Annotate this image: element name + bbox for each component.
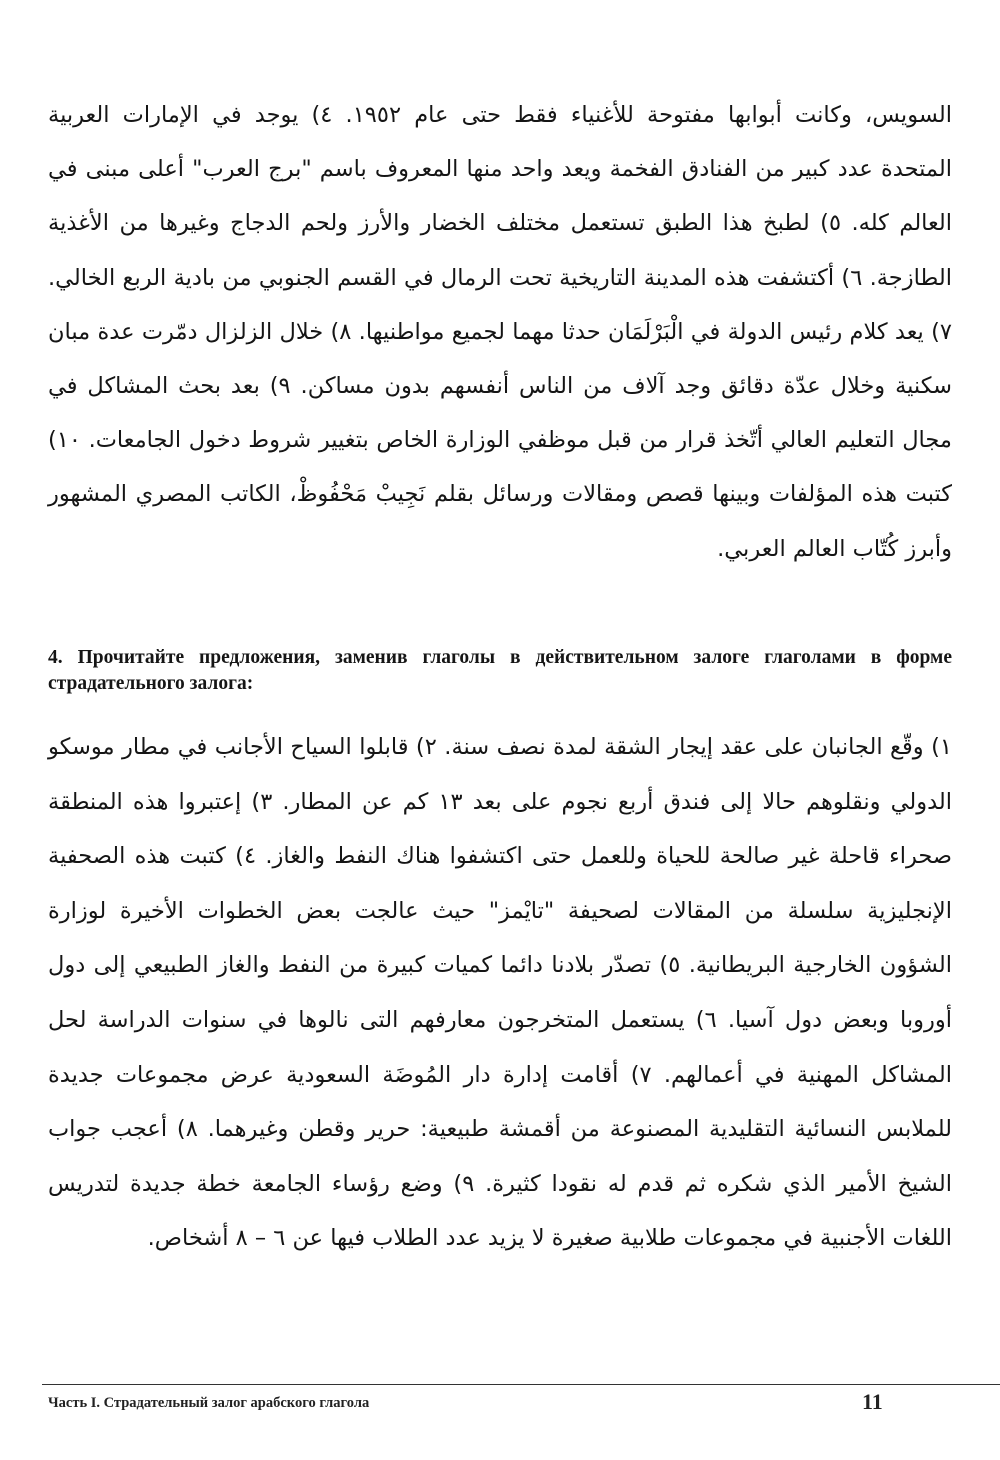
- paragraph-text: السويس، وكانت أبوابها مفتوحة للأغنياء فقط حتى عام ١٩٥٢. ٤) يوجد في الإمارات العربية المتحدة عدد كبير من الفنادق الفخمة ويعد واحد منها المعروف باسم "برج العرب" أعلى مبنى في العالم كله. ٥) لطبخ هذا الطبق تستعمل مختلف الخضار والأرز ولحم الدجاج وغيرها من الأغذية الطازجة. ٦) أكتشفت هذه المدينة التاريخية تحت الرمال في القسم الجنوبي من بادية الربع الخالي. ٧) يعد كلام رئيس الدولة في الْبَرْلَمَان حدثا مهما لجميع مواطنيها. ٨) خلال الزلزال دمّرت عدة مبان سكنية وخلال عدّة دقائق وجد آلاف من الناس أنفسهم بدون مساكن. ٩) بعد بحث المشاكل في مجال التعليم العالي أتّخذ قرار من قبل موظفي الوزارة الخاص بتغيير شروط دخول الجامعات. ١٠) كتبت هذه المؤلفات وبينها قصص ومقالات ورسائل بقلم نَجِيبْ مَحْفُوظْ، الكاتب المصري المشهور وأبرز كُتّاب العالم العربي.: [48, 102, 952, 562]
- page-number: 11: [862, 1389, 883, 1414]
- footer-divider: [42, 1384, 1000, 1385]
- paragraph-text: ١) وقّع الجانبان على عقد إيجار الشقة لمدة نصف سنة. ٢) قابلوا السياح الأجانب في مطار موسكو الدولي ونقلوهم حالا إلى فندق أربع نجوم على بعد ١٣ كم عن المطار. ٣) إعتبروا هذه المنطقة صحراء قاحلة غير صالحة للحياة وللعمل حتى اكتشفوا هناك النفط والغاز. ٤) كتبت هذه الصحفية الإنجليزية سلسلة من المقالات لصحيفة "تايْمز" حيث عالجت بعض الخطوات الأخيرة لوزارة الشؤون الخارجية البريطانية. ٥) تصدّر بلادنا دائما كميات كبيرة من النفط والغاز الطبيعي إلى دول أوروبا وبعض دول آسيا. ٦) يستعمل المتخرجون معارفهم التى نالوها في سنوات الدراسة لحل المشاكل المهنية في أعمالهم. ٧) أقامت إدارة دار المُوضَة السعودية عرض مجموعات جديدة للملابس النسائية التقليدية المصنوعة من أقمشة طبيعية: حرير وقطن وغيرهما. ٨) أعجب جواب الشيخ الأمير الذي شكره ثم قدم له نقودا كثيرة. ٩) وضع رؤساء الجامعة خطة جديدة لتدريس اللغات الأجنبية في مجموعات طلابية صغيرة لا يزيد عدد الطلاب فيها عن ٦ – ٨ أشخاص.: [48, 734, 953, 1252]
- running-footer-title: Часть I. Страдательный залог арабского глагола: [48, 1395, 370, 1411]
- arabic-exercise-4-sentences: [48, 720, 952, 1266]
- arabic-paragraph-continuation: [48, 88, 952, 576]
- exercise-4-heading: 4. Прочитайте предложения, заменив глаголы в действительном залоге глаголами в форме страдательного залога:: [48, 647, 952, 694]
